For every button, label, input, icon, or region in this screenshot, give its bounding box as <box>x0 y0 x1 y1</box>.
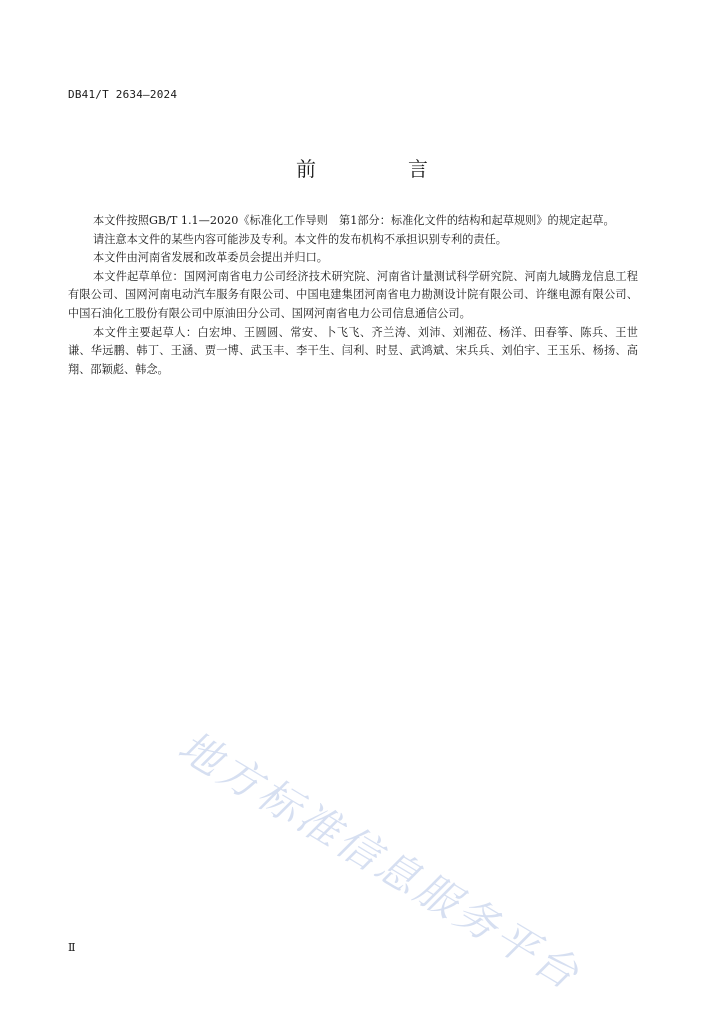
paragraph-drafting-rules: 本文件按照GB/T 1.1—2020《标准化工作导则 第1部分：标准化文件的结构和起草规则》的规定起草。 <box>93 214 615 227</box>
standard-code: DB41/T 2634—2024 <box>68 88 178 101</box>
document-body <box>68 212 638 379</box>
paragraph-drafters: 本文件主要起草人：白宏坤、王圆圆、常安、卜飞飞、齐兰涛、刘沛、刘湘莅、杨洋、田春筝、陈兵、王世谦、华远鹏、韩丁、王涵、贾一博、武玉丰、李干生、闫利、时昱、武鸿斌、宋兵兵、刘伯宇、王玉乐、杨扬、高翔、邵颖彪、韩念。 <box>68 325 638 376</box>
paragraph-patent-notice: 请注意本文件的某些内容可能涉及专利。本文件的发布机构不承担识别专利的责任。 <box>93 232 507 246</box>
paragraph-proposer: 本文件由河南省发展和改革委员会提出并归口。 <box>93 251 328 265</box>
page-title: 前 言 <box>296 157 464 181</box>
watermark: 地方标准信息服务平台 <box>170 721 590 1001</box>
page-number: Ⅱ <box>68 941 76 954</box>
paragraph-drafting-units: 本文件起草单位：国网河南省电力公司经济技术研究院、河南省计量测试科学研究院、河南九域腾龙信息工程有限公司、国网河南电动汽车服务有限公司、中国电建集团河南省电力勘测设计院有限公司、许继电源有限公司、中国石油化工股份有限公司中原油田分公司、国网河南省电力公司信息通信公司。 <box>68 269 638 320</box>
